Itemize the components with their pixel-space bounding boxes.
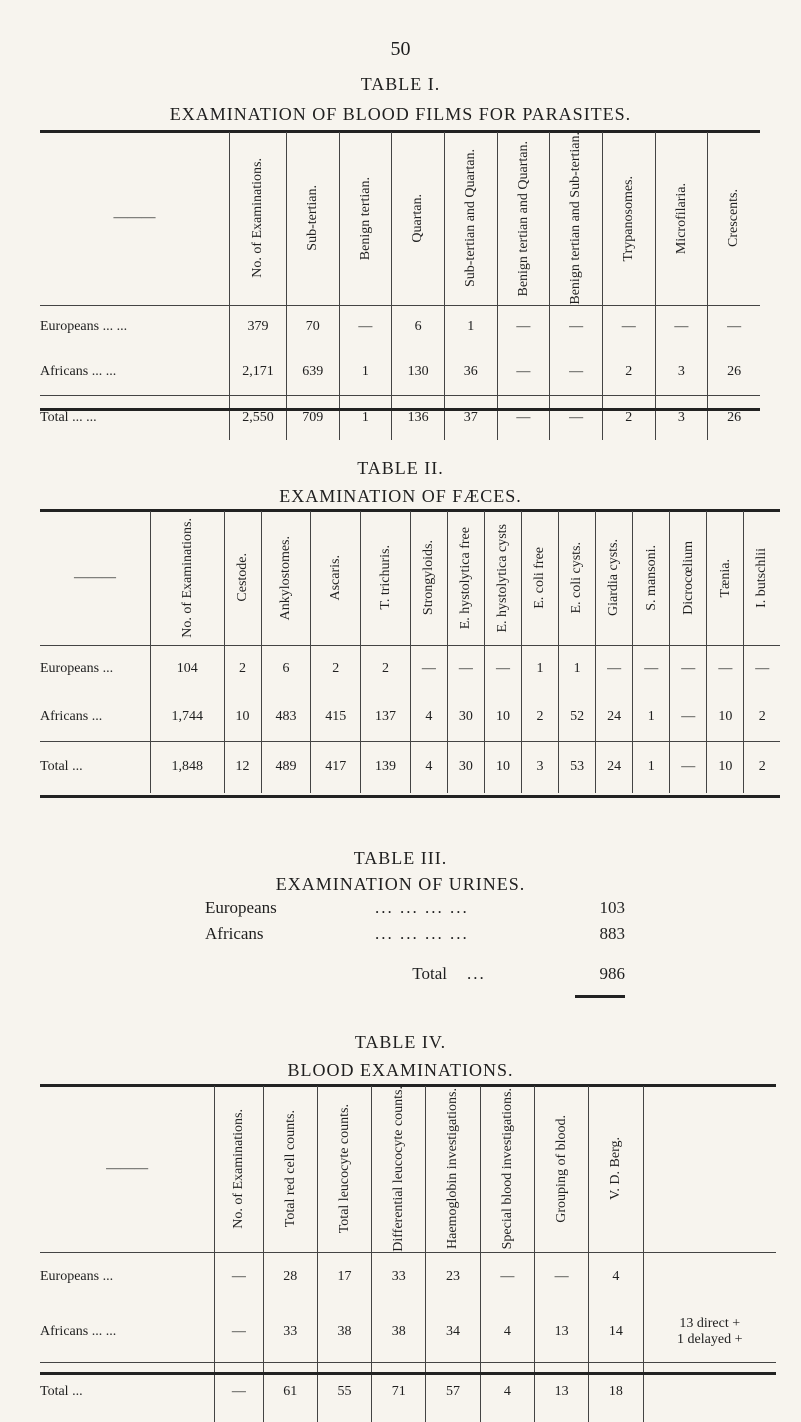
table2-cell: 52 <box>559 693 596 741</box>
table2-cell: 1 <box>559 645 596 693</box>
table4-cell: 38 <box>372 1302 426 1362</box>
table2-column-header <box>744 511 780 645</box>
table2-row-label: Africans ... <box>40 708 103 724</box>
table2-cell: 2 <box>361 645 411 693</box>
table4-cell: 13 <box>534 1362 588 1422</box>
table2-cell: 24 <box>596 741 633 793</box>
table1-column-header-label: Benign tertian and Sub-tertian. <box>568 132 584 305</box>
table4-column-header-label: Total red cell counts. <box>282 1110 298 1228</box>
table2-column-header <box>311 511 361 645</box>
table1-column-header-label: Microfilaria. <box>673 182 689 254</box>
table1-column-header-label: Benign tertian and Quartan. <box>515 140 531 297</box>
table1-cell: 36 <box>444 349 497 395</box>
table1-column-header <box>708 132 760 305</box>
table4-cell: 18 <box>589 1362 643 1422</box>
table2-cell: 4 <box>410 741 447 793</box>
table3-total-value: 986 <box>599 964 625 983</box>
table2-column-header <box>447 511 484 645</box>
table1-cell: 136 <box>392 395 445 440</box>
table1-column-header <box>230 132 287 305</box>
table4-cell: 4 <box>480 1302 534 1362</box>
table4-cell: 14 <box>589 1302 643 1362</box>
table4-column-header <box>426 1086 480 1252</box>
table2-column-header <box>224 511 261 645</box>
table2-column-header <box>559 511 596 645</box>
table4-column-header-label: Special blood investigations. <box>499 1088 515 1250</box>
table1-cell: — <box>708 305 760 349</box>
table1-cell: 70 <box>286 305 339 349</box>
table4-cell: — <box>534 1252 588 1302</box>
table4-column-header-label: Grouping of blood. <box>553 1115 569 1223</box>
table3-total-row <box>205 964 625 990</box>
table4-cell: 33 <box>263 1302 317 1362</box>
table1 <box>40 132 760 440</box>
table2-cell: 137 <box>361 693 411 741</box>
table2-subtitle: EXAMINATION OF FÆCES. <box>279 486 522 506</box>
table2-column-header-label: E. coli free <box>532 546 548 609</box>
table2-cell: 12 <box>224 741 261 793</box>
table1-cell: — <box>497 349 550 395</box>
table2-cell: — <box>484 645 521 693</box>
table2-row-label: Total ... <box>40 759 83 775</box>
table1-column-header-label: No. of Examinations. <box>250 158 266 279</box>
table2-column-header-label: Strongyloids. <box>421 540 437 616</box>
table1-cell: 1 <box>339 349 392 395</box>
table4-cell: 61 <box>263 1362 317 1422</box>
table2-column-header <box>261 511 311 645</box>
table1-row <box>40 305 760 349</box>
table2-cell: 10 <box>707 741 744 793</box>
table3-total-rule <box>575 995 625 998</box>
table2-column-header <box>522 511 559 645</box>
table1-cell: 3 <box>655 395 708 440</box>
table1-cell: 2 <box>602 395 655 440</box>
table1-cell: 37 <box>444 395 497 440</box>
table2-stub-header: ——— <box>74 569 116 585</box>
table2-cell: 53 <box>559 741 596 793</box>
table4-title: TABLE IV. <box>354 1032 447 1052</box>
table4-row-label: Europeans ... <box>40 1269 114 1285</box>
table2-column-header <box>670 511 707 645</box>
table2-column-header <box>596 511 633 645</box>
table2-cell: 10 <box>707 693 744 741</box>
table2-column-header-label: Giardia cysts. <box>606 539 622 617</box>
table2-cell: — <box>670 693 707 741</box>
table4-column-header-label: Total leucocyte counts. <box>336 1104 352 1234</box>
table1-bottom-rule <box>40 408 760 411</box>
table1-column-header <box>392 132 445 305</box>
table4-row <box>40 1252 776 1302</box>
table2-column-header-label: T. trichuris. <box>377 545 393 611</box>
table3-row-value: 103 <box>599 898 625 917</box>
table1-cell: — <box>550 305 603 349</box>
table2-cell: — <box>670 645 707 693</box>
table4-row-label: Africans ... ... <box>40 1323 117 1339</box>
table4-row-label: Total ... <box>40 1384 83 1400</box>
table3-row-africans <box>205 924 625 950</box>
table4-column-header <box>480 1086 534 1252</box>
table1-row <box>40 395 760 440</box>
table1-cell: 2 <box>602 349 655 395</box>
table2-column-header <box>484 511 521 645</box>
table2-cell: 415 <box>311 693 361 741</box>
table3-row-label: Africans <box>205 924 264 943</box>
table1-column-header <box>655 132 708 305</box>
table2-bottom-rule <box>40 795 780 798</box>
table2-title: TABLE II. <box>357 458 444 478</box>
table1-column-header <box>444 132 497 305</box>
table2-cell: — <box>744 645 780 693</box>
table1-column-header-label: Benign tertian. <box>357 176 373 260</box>
table4-column-header <box>372 1086 426 1252</box>
table3-total-dots: ... <box>467 964 486 983</box>
table2-cell: 483 <box>261 693 311 741</box>
table1-column-header-label: Trypanosomes. <box>621 175 637 262</box>
table3-row-europeans <box>205 898 625 924</box>
table4-row <box>40 1302 776 1362</box>
table3-subtitle: EXAMINATION OF URINES. <box>275 874 526 894</box>
table2-cell: 30 <box>447 693 484 741</box>
table4-column-header-label: V. D. Berg. <box>608 1137 624 1201</box>
table4-cell <box>643 1252 776 1302</box>
table3-title: TABLE III. <box>353 848 448 868</box>
table2-cell: 10 <box>484 693 521 741</box>
table2-row <box>40 645 780 693</box>
table4-column-header <box>263 1086 317 1252</box>
table1-column-header <box>497 132 550 305</box>
table4-bottom-rule <box>40 1372 776 1375</box>
table1-cell: — <box>550 349 603 395</box>
table4-subtitle: BLOOD EXAMINATIONS. <box>287 1060 514 1080</box>
table1-cell: — <box>550 395 603 440</box>
table2-cell: 2 <box>744 693 780 741</box>
table4-cell: 38 <box>317 1302 371 1362</box>
table2-row-label: Europeans ... <box>40 661 114 677</box>
table2-column-header <box>151 511 225 645</box>
table1-row-label: Total ... ... <box>40 409 97 425</box>
table2-column-header <box>410 511 447 645</box>
table4-cell: — <box>215 1302 263 1362</box>
table1-cell: 639 <box>286 349 339 395</box>
table1-column-header-label: Sub-tertian and Quartan. <box>463 149 479 288</box>
table1-cell: 709 <box>286 395 339 440</box>
table4-column-header-label: Haemoglobin investigations. <box>445 1088 461 1250</box>
table1-column-header-label: Quartan. <box>410 194 426 243</box>
table1-cell: 26 <box>708 395 760 440</box>
table3-row-label: Europeans <box>205 898 277 917</box>
table4-cell: 4 <box>589 1252 643 1302</box>
table2-column-header-label: S. mansoni. <box>643 544 659 611</box>
table4-cell: 34 <box>426 1302 480 1362</box>
table2-cell: 104 <box>151 645 225 693</box>
table4-cell: 57 <box>426 1362 480 1422</box>
table2-cell: — <box>707 645 744 693</box>
table1-cell: 379 <box>230 305 287 349</box>
table2-cell: 2 <box>311 645 361 693</box>
table2-column-header-label: No. of Examinations. <box>179 517 195 638</box>
table4-cell: 4 <box>480 1362 534 1422</box>
table1-cell: — <box>655 305 708 349</box>
table2-cell: 4 <box>410 693 447 741</box>
table3-row-dots: ... ... ... ... <box>375 924 469 943</box>
table1-stub-header: ——— <box>113 210 156 226</box>
table1-title: TABLE I. <box>360 74 441 94</box>
table2-cell: 139 <box>361 741 411 793</box>
table1-column-header-label: Crescents. <box>726 189 742 248</box>
table2-cell: 10 <box>224 693 261 741</box>
table1-column-header <box>339 132 392 305</box>
table4-cell: 23 <box>426 1252 480 1302</box>
table2-column-header-label: Tænia. <box>717 558 733 597</box>
table1-cell: 2,171 <box>230 349 287 395</box>
table2-cell: 1,848 <box>151 741 225 793</box>
table2-cell: 2 <box>224 645 261 693</box>
table4-cell: 28 <box>263 1252 317 1302</box>
table2-cell: 30 <box>447 741 484 793</box>
table2-cell: 1 <box>522 645 559 693</box>
table1-cell: 2,550 <box>230 395 287 440</box>
table4-cell: 17 <box>317 1252 371 1302</box>
table2-cell: 1 <box>633 693 670 741</box>
table2-column-header <box>361 511 411 645</box>
table1-cell: — <box>497 305 550 349</box>
table2-cell: — <box>596 645 633 693</box>
table4-column-header-label: Differential leucocyte counts. <box>391 1086 407 1252</box>
table2-column-header-label: E. coli cysts. <box>569 541 585 614</box>
table4-cell: 71 <box>372 1362 426 1422</box>
table1-cell: 130 <box>392 349 445 395</box>
table3-total-label: Total <box>412 964 447 983</box>
table4-cell: 13 direct + 1 delayed + <box>643 1302 776 1362</box>
table1-row <box>40 349 760 395</box>
table2 <box>40 511 780 793</box>
table2-column-header-label: E. hystolytica cysts <box>495 523 511 632</box>
table1-cell: — <box>497 395 550 440</box>
table1-column-header <box>286 132 339 305</box>
table4-cell: — <box>215 1362 263 1422</box>
table1-column-header <box>550 132 603 305</box>
table1-cell: — <box>602 305 655 349</box>
table2-column-header-label: Cestode. <box>234 553 250 603</box>
table4-column-header <box>589 1086 643 1252</box>
table4-cell: 13 <box>534 1302 588 1362</box>
table1-cell: 3 <box>655 349 708 395</box>
table1-cell: 6 <box>392 305 445 349</box>
table4-cell: 55 <box>317 1362 371 1422</box>
table1-cell: 1 <box>444 305 497 349</box>
table2-cell: 2 <box>522 693 559 741</box>
table4-column-header <box>215 1086 263 1252</box>
table2-column-header <box>633 511 670 645</box>
table4-stub-header: ——— <box>106 1160 149 1176</box>
table2-column-header <box>707 511 744 645</box>
table3-row-value: 883 <box>599 924 625 943</box>
table1-cell: 1 <box>339 395 392 440</box>
table4-column-header <box>317 1086 371 1252</box>
table1-row-label: Europeans ... ... <box>40 319 128 335</box>
table2-cell: — <box>410 645 447 693</box>
table2-cell: 10 <box>484 741 521 793</box>
table2-column-header-label: Dicrocœlium <box>680 540 696 615</box>
table4-cell: — <box>215 1252 263 1302</box>
table2-column-header-label: Ankylostomes. <box>278 535 294 620</box>
table4-cell: — <box>480 1252 534 1302</box>
table2-row <box>40 741 780 793</box>
table2-column-header-label: E. hystolytica free <box>458 526 474 629</box>
table1-column-header-label: Sub-tertian. <box>304 185 320 252</box>
table2-cell: 417 <box>311 741 361 793</box>
table4-column-header-label: No. of Examinations. <box>231 1108 247 1229</box>
table2-cell: — <box>670 741 707 793</box>
table2-cell: — <box>447 645 484 693</box>
table2-cell: 489 <box>261 741 311 793</box>
table1-cell: 26 <box>708 349 760 395</box>
table2-cell: 3 <box>522 741 559 793</box>
table2-column-header-label: Ascaris. <box>327 555 343 601</box>
table4-column-header <box>643 1086 776 1252</box>
table1-cell: — <box>339 305 392 349</box>
table3-row-dots: ... ... ... ... <box>375 898 469 917</box>
table2-cell: — <box>633 645 670 693</box>
table1-column-header <box>602 132 655 305</box>
table4-cell: 33 <box>372 1252 426 1302</box>
table4-column-header <box>534 1086 588 1252</box>
table2-cell: 1,744 <box>151 693 225 741</box>
table1-row-label: Africans ... ... <box>40 363 117 379</box>
table2-cell: 1 <box>633 741 670 793</box>
table2-cell: 6 <box>261 645 311 693</box>
table1-subtitle: EXAMINATION OF BLOOD FILMS FOR PARASITES. <box>169 104 632 124</box>
table2-row <box>40 693 780 741</box>
page-number: 50 <box>390 38 411 60</box>
table2-cell: 2 <box>744 741 780 793</box>
table2-cell: 24 <box>596 693 633 741</box>
table3 <box>205 898 625 990</box>
table2-column-header-label: I. butschlii <box>754 547 770 608</box>
